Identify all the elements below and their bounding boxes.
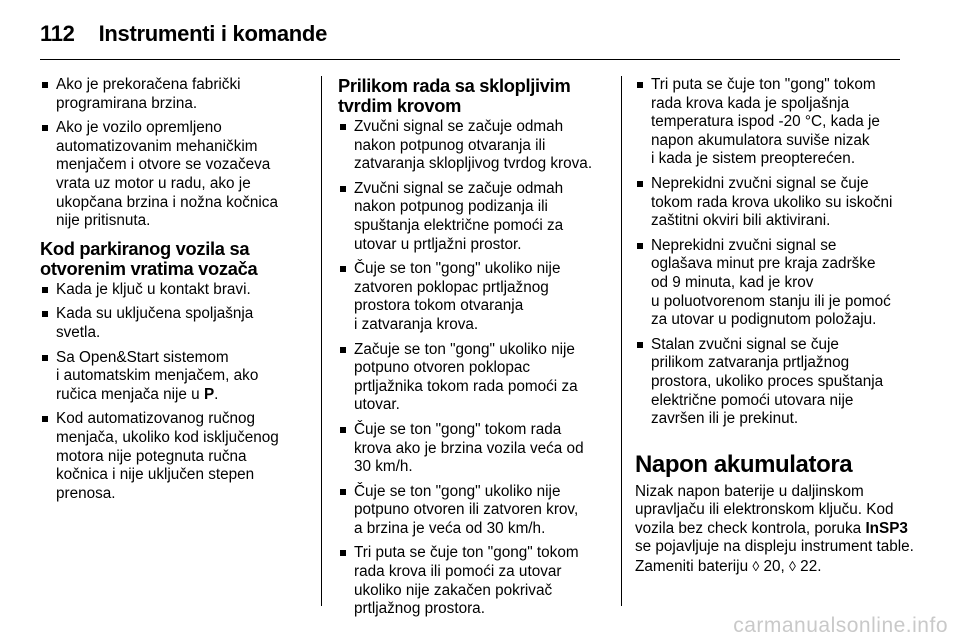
bullet-icon: [42, 416, 48, 422]
list-item: Tri puta se čuje ton "gong" tokom rada krova kada je spoljašnja temperatura ispod -20 °C, kada je napon akumulatora suviše nizak i kada je sistem preopterećen.: [635, 76, 915, 169]
bullet-icon: [42, 125, 48, 131]
list-item: Tri puta se čuje ton "gong" tokom rada krova ili pomoći za utovar ukoliko nije zakačen pokrivač prtljažnog prostora.: [338, 544, 610, 618]
bullet-icon: [340, 427, 346, 433]
bullet-icon: [340, 266, 346, 272]
bullet-icon: [637, 181, 643, 187]
section-heading-battery-voltage: Napon akumulatora: [635, 450, 853, 478]
bullet-icon: [42, 311, 48, 317]
list-item: Čuje se ton "gong" tokom rada krova ako je brzina vozila veća od 30 km/h.: [338, 421, 610, 477]
section-heading-parked-vehicle: Kod parkiranog vozila sa otvorenim vratima vozača: [40, 237, 258, 279]
bullet-icon: [42, 355, 48, 361]
bullet-icon: [340, 347, 346, 353]
bullet-icon: [637, 342, 643, 348]
page-reference-icon[interactable]: ◊: [789, 558, 796, 575]
list-item: Zvučni signal se začuje odmah nakon potpunog podizanja ili spuštanja električne pomoći za utovar u prtljažni prostor.: [338, 180, 610, 254]
list-item: Čuje se ton "gong" ukoliko nije zatvoren poklopac prtljažnog prostora tokom otvaranja i zatvaranja krova.: [338, 260, 610, 334]
page-title: Instrumenti i komande: [98, 21, 328, 46]
bullet-icon: [637, 243, 643, 249]
battery-paragraph: Nizak napon baterije u daljinskom upravljaču ili elektronskom ključu. Kod vozila bez check kontrola, poruka InSP3 se pojavljuje na displeju instrument table. Zameniti bateriju ◊ 20, ◊ 22.: [635, 482, 914, 576]
list-item: Ako je vozilo opremljeno automatizovanim mehaničkim menjačem i otvore se vozačeva vrata uz motor u radu, ako je ukopčana brzina i nožna kočnica nije pritisnuta.: [40, 119, 308, 231]
list-item: Ako je prekoračena fabrički programirana brzina.: [40, 76, 308, 113]
bullet-icon: [340, 550, 346, 556]
column-divider: [321, 76, 322, 606]
list-item: Zvučni signal se začuje odmah nakon potpunog otvaranja ili zatvaranja sklopljivog tvrdog krova.: [338, 118, 610, 174]
bullet-icon: [340, 124, 346, 130]
list-item: Sa Open&Start sistemom i automatskim menjačem, ako ručica menjača nije u P.: [40, 349, 308, 405]
list-item: Kada su uključena spoljašnja svetla.: [40, 305, 308, 342]
page-number: 112: [40, 21, 75, 46]
section-heading-folding-roof: Prilikom rada sa sklopljivim tvrdim krovom: [338, 75, 571, 116]
list-item: Začuje se ton "gong" ukoliko nije potpuno otvoren poklopac prtljažnika tokom rada pomoći za utovar.: [338, 341, 610, 415]
page-reference-icon[interactable]: ◊: [752, 558, 760, 575]
page-header: [40, 16, 327, 52]
column-divider: [621, 76, 622, 606]
header-rule: [40, 59, 900, 60]
column-3: [635, 76, 915, 577]
bullet-icon: [42, 287, 48, 293]
insp3-message: InSP3: [865, 519, 908, 537]
column-1: [40, 76, 308, 509]
list-item: Stalan zvučni signal se čuje prilikom zatvaranja prtljažnog prostora, ukoliko proces spuštanja električne pomoći utovara nije završen ili je prekinut.: [635, 336, 915, 429]
column-2: [338, 76, 610, 625]
list-item: Neprekidni zvučni signal se oglašava minut pre kraja zadrške od 9 minuta, kad je krov u poluotvorenom stanju ili je pomoć za utovar u podignutom položaju.: [635, 237, 915, 330]
bullet-icon: [340, 186, 346, 192]
bullet-icon: [637, 82, 643, 88]
bullet-icon: [42, 82, 48, 88]
list-item: Kada je ključ u kontakt bravi.: [40, 281, 308, 300]
bullet-icon: [340, 489, 346, 495]
gear-position-p: P: [203, 385, 215, 403]
list-item: Čuje se ton "gong" ukoliko nije potpuno otvoren ili zatvoren krov, a brzina je veća od 30 km/h.: [338, 483, 610, 539]
list-item: Neprekidni zvučni signal se čuje tokom rada krova ukoliko su iskočni zaštitni okviri bili aktivirani.: [635, 175, 915, 231]
list-item: Kod automatizovanog ručnog menjača, ukoliko kod isključenog motora nije potegnuta ručna kočnica i nije uključen stepen prenosa.: [40, 410, 308, 503]
watermark: carmanualsonline.info: [733, 614, 948, 637]
